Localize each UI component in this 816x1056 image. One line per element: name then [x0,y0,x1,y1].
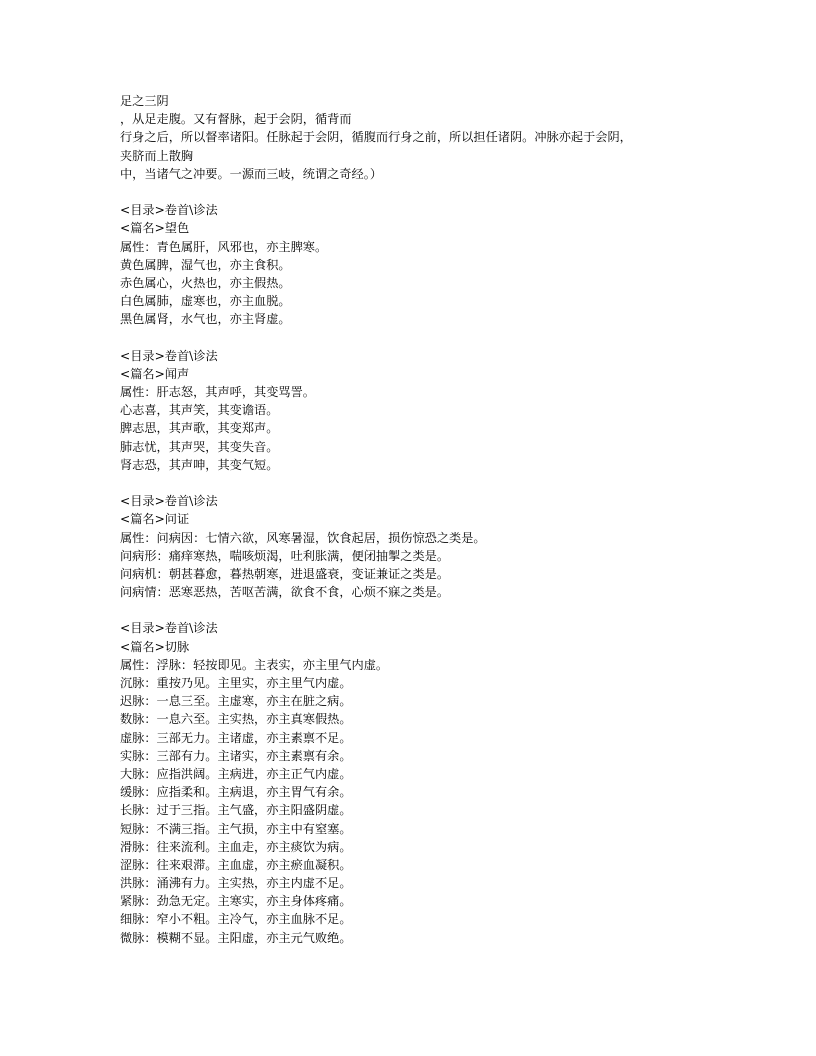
catalog-heading: <目录>卷首\诊法 [120,348,218,363]
text-line: 洪脉：涌沸有力。主实热，亦主内虚不足。 [120,876,352,891]
text-line: 心志喜，其声笑，其变谵语。 [120,403,279,418]
catalog-heading: <目录>卷首\诊法 [120,494,218,509]
section-gap [120,183,720,201]
text-line: 微脉：模糊不显。主阳虚，亦主元气败绝。 [120,930,352,945]
section-wenzheng [120,492,720,601]
text-line: 肺志忧，其声哭，其变失音。 [120,439,279,454]
text-line: 黑色属肾，水气也，亦主肾虚。 [120,312,291,327]
chapter-heading: <篇名>闻声 [120,366,190,381]
section-gap [120,474,720,492]
text-line: 肾志恐，其声呻，其变气短。 [120,457,279,472]
text-line: 滑脉：往来流利。主血走，亦主痰饮为病。 [120,839,352,854]
text-line: 白色属肺，虚寒也，亦主血脱。 [120,294,291,309]
text-line: 属性：问病因：七情六欲，风寒暑湿，饮食起居，损伤惊恐之类是。 [120,530,486,545]
text-line: 大脉：应指洪阔。主病进，亦主正气内虚。 [120,766,352,781]
text-line: ，从足走腹。又有督脉，起于会阴，循背而 [120,112,352,127]
document-page [120,92,720,947]
section-gap [120,601,720,619]
text-line: 属性：肝志怒，其声呼，其变骂詈。 [120,385,315,399]
text-line: 属性：青色属肝，风邪也，亦主脾寒。 [120,239,328,254]
text-line: 细脉：窄小不粗。主冷气，亦主血脉不足。 [120,912,352,927]
section-qiemai [120,619,720,946]
text-line: 实脉：三部有力。主诸实，亦主素禀有余。 [120,748,352,763]
text-line: 问病情：恶寒恶热，苦呕苦满，欲食不食，心烦不寐之类是。 [120,585,450,600]
section-gap [120,328,720,346]
text-line: 涩脉：往来艰滞。主血虚，亦主瘀血凝积。 [120,857,352,872]
text-line: 中，当诸气之冲要。一源而三岐，统谓之奇经。） [120,166,383,181]
catalog-heading: <目录>卷首\诊法 [120,621,218,636]
text-line: 沉脉：重按乃见。主里实，亦主里气内虚。 [120,676,352,690]
chapter-heading: <篇名>切脉 [120,639,190,654]
text-line: 问病机：朝甚暮愈，暮热朝寒，进退盛衰，变证兼证之类是。 [120,566,450,581]
text-line: 长脉：过于三指。主气盛，亦主阳盛阴虚。 [120,803,352,818]
section-wensheng [120,347,720,474]
intro-block [120,92,720,183]
text-line: 黄色属脾，湿气也，亦主食积。 [120,257,291,272]
text-line: 缓脉：应指柔和。主病退，亦主胃气有余。 [120,785,352,800]
text-line: 赤色属心，火热也，亦主假热。 [120,275,291,290]
text-line: 行身之后，所以督率诸阳。任脉起于会阴，循腹而行身之前，所以担任诸阴。冲脉亦起于会阴， [120,130,632,145]
text-line: 短脉：不满三指。主气损，亦主中有窒塞。 [120,821,352,836]
chapter-heading: <篇名>问证 [120,512,190,527]
text-line: 脾志思，其声歌，其变郑声。 [120,421,279,436]
text-line: 迟脉：一息三至。主虚寒，亦主在脏之病。 [120,694,352,709]
text-line: 数脉：一息六至。主实热，亦主真寒假热。 [120,712,352,727]
text-line: 夹脐而上散胸 [120,148,194,163]
text-line: 紧脉：劲急无定。主寒实，亦主身体疼痛。 [120,894,352,909]
text-line: 属性：浮脉：轻按即见。主表实，亦主里气内虚。 [120,657,389,672]
text-line: 足之三阴 [120,94,169,108]
chapter-heading: <篇名>望色 [120,221,190,236]
text-line: 问病形：痛痒寒热，喘咳烦渴，吐利胀满，便闭抽掣之类是。 [120,548,450,563]
section-wangse [120,201,720,328]
text-line: 虚脉：三部无力。主诸虚，亦主素禀不足。 [120,730,352,745]
catalog-heading: <目录>卷首\诊法 [120,203,218,218]
